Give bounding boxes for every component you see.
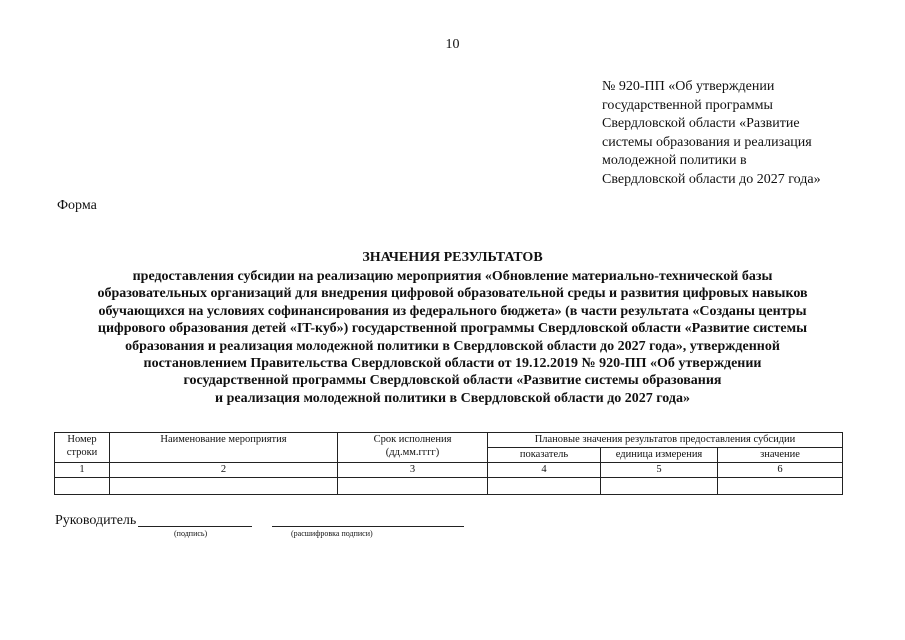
signature-decoding-caption: (расшифровка подписи) (291, 529, 373, 538)
table-cell[interactable] (718, 478, 843, 495)
signature-caption: (подпись) (174, 529, 208, 538)
header-note-line: государственной программы (602, 97, 773, 113)
subtitle-line: цифрового образования детей «IT-куб») государственной программы Свердловской области «Развитие системы (97, 321, 808, 337)
document-subtitle (40, 268, 865, 407)
table-header-row (55, 433, 843, 448)
subtitle-line: образования и реализация молодежной политики в Свердловской области до 2027 года», утвержденной (125, 338, 780, 354)
header-note-line: системы образования и реализация (602, 134, 812, 150)
header-note-line: молодежной политики в (602, 153, 747, 169)
header-deadline: Срок исполнения (дд.мм.гггг) (338, 433, 488, 463)
document-title: ЗНАЧЕНИЯ РЕЗУЛЬТАТОВ (362, 250, 543, 265)
table-cell[interactable] (601, 478, 718, 495)
header-note-line: Свердловской области «Развитие (602, 116, 800, 132)
header-indicator: показатель (488, 448, 601, 463)
table-row (55, 478, 843, 495)
results-table (54, 432, 843, 495)
header-planned-values: Плановые значения результатов предоставления субсидии (488, 433, 843, 448)
table-cell[interactable] (338, 478, 488, 495)
column-number: 4 (488, 463, 601, 478)
table-cell[interactable] (110, 478, 338, 495)
signature-label: Руководитель (55, 513, 137, 528)
subtitle-line: постановлением Правительства Свердловской области от 19.12.2019 № 920-ПП «Об утверждении (143, 356, 762, 372)
subtitle-line: и реализация молодежной политики в Свердловской области до 2027 года» (215, 390, 690, 406)
subtitle-line: образовательных организаций для внедрения цифровой образовательной среды и развития цифровых навыков (97, 286, 808, 302)
subtitle-line: обучающихся на условиях софинансирования из федерального бюджета» (в части результата «Созданы центры (98, 303, 807, 319)
header-value: значение (718, 448, 843, 463)
table-cell[interactable] (488, 478, 601, 495)
header-note-line: № 920-ПП «Об утверждении (602, 79, 775, 94)
column-number: 2 (110, 463, 338, 478)
table-column-numbers-row (55, 463, 843, 478)
page-number: 10 (445, 37, 460, 52)
subtitle-line: предоставления субсидии на реализацию мероприятия «Обновление материально-технической базы (132, 269, 773, 284)
column-number: 3 (338, 463, 488, 478)
column-number: 6 (718, 463, 843, 478)
column-number: 1 (55, 463, 110, 478)
header-note-line: Свердловской области до 2027 года» (602, 171, 821, 187)
header-unit: единица измерения (601, 448, 718, 463)
header-event-name: Наименование мероприятия (110, 433, 338, 463)
header-row-number: Номер строки (55, 433, 110, 463)
signature-decoding-line[interactable] (272, 526, 464, 527)
signature-line[interactable] (138, 526, 252, 527)
subtitle-line: государственной программы Свердловской области «Развитие системы образования (183, 373, 722, 389)
table-cell[interactable] (55, 478, 110, 495)
header-note (602, 78, 902, 190)
form-label: Форма (57, 198, 97, 213)
column-number: 5 (601, 463, 718, 478)
